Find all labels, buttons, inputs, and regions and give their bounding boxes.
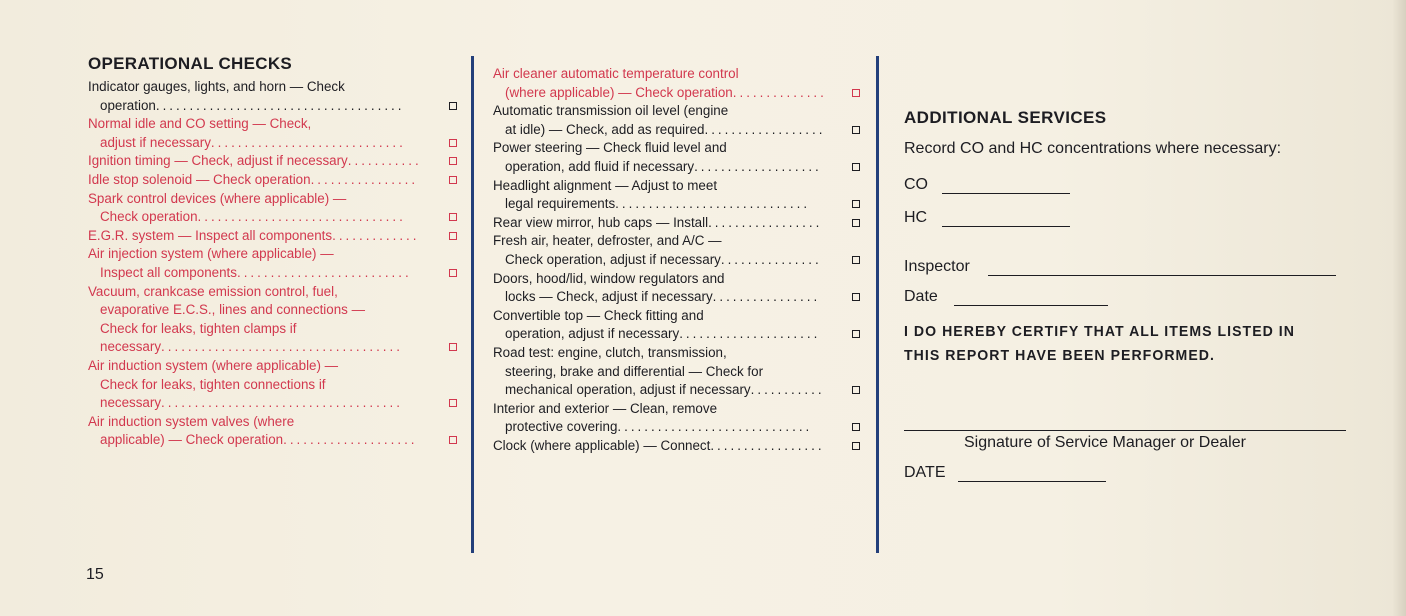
page-fold-shadow — [1392, 0, 1406, 616]
column-divider-right — [876, 56, 879, 553]
checklist-item — [493, 344, 863, 400]
checklist-item — [88, 115, 460, 152]
checklist-item-line — [88, 97, 460, 116]
co-blank-line — [942, 179, 1070, 194]
checklist-item-text: Air injection system (where applicable) — — [88, 246, 334, 262]
checklist-item-text: locks — Check, adjust if necessary — [505, 289, 713, 305]
checklist-item-text: operation — [100, 97, 156, 113]
checklist-item-line — [493, 437, 863, 456]
checkbox-icon[interactable] — [449, 343, 457, 351]
co-field — [904, 176, 1070, 194]
checklist-item-line — [88, 413, 460, 432]
operational-checks-column — [88, 54, 460, 450]
checkbox-icon[interactable] — [852, 89, 860, 97]
checklist-item-text: Check operation — [100, 209, 198, 225]
dot-leader: .............. — [732, 84, 827, 100]
checklist-item-text: Power steering — Check fluid level and — [493, 140, 727, 156]
checklist-item-line — [88, 245, 460, 264]
dot-leader: .................. — [704, 121, 826, 137]
checklist-item-text: Spark control devices (where applicable) — — [88, 190, 347, 206]
checklist-item-text: protective covering — [505, 419, 618, 435]
checklist-item-text: Check for leaks, tighten clamps if — [100, 320, 297, 336]
checklist-item-text: evaporative E.C.S., lines and connections — — [100, 302, 365, 318]
checklist-item-line — [88, 134, 460, 153]
checklist-item — [88, 152, 460, 171]
checkbox-icon[interactable] — [449, 269, 457, 277]
checklist-item-text: steering, brake and differential — Check for — [505, 363, 764, 379]
checklist-item-text: Road test: engine, clutch, transmission, — [493, 344, 727, 360]
checklist-item-text: applicable) — Check operation — [100, 432, 284, 448]
checklist-item-line — [493, 288, 863, 307]
checklist-item — [493, 65, 863, 102]
checklist-item-text: Vacuum, crankcase emission control, fuel, — [88, 283, 338, 299]
checklist-item-text: at idle) — Check, add as required — [505, 121, 705, 137]
checklist-item-line — [88, 376, 460, 395]
checklist-item-line — [493, 307, 863, 326]
checklist-item-line — [88, 394, 460, 413]
checklist-item-text: necessary — [100, 339, 162, 355]
checklist-item — [88, 227, 460, 246]
checklist-item-text: Doors, hood/lid, window regulators and — [493, 270, 725, 286]
checklist-item-text: Interior and exterior — Clean, remove — [493, 400, 718, 416]
page-number: 15 — [86, 566, 104, 583]
checklist-item-text: adjust if necessary — [100, 134, 211, 150]
checklist-item-text: Check for leaks, tighten connections if — [100, 376, 326, 392]
continued-checks-list — [493, 65, 863, 455]
checklist-item-line — [493, 325, 863, 344]
checklist-item — [88, 413, 460, 450]
date-field — [904, 288, 1108, 306]
final-date-field — [904, 464, 1106, 482]
dot-leader: ............................. — [615, 196, 811, 212]
checklist-item-line — [493, 251, 863, 270]
checklist-item — [493, 102, 863, 139]
inspector-label: Inspector — [904, 258, 970, 275]
dot-leader: .................... — [283, 432, 418, 448]
checklist-item — [88, 78, 460, 115]
checklist-item-line — [493, 270, 863, 289]
checklist-item-text: Ignition timing — Check, adjust if necessary — [88, 153, 348, 169]
checklist-item-line — [493, 363, 863, 382]
checklist-item — [88, 190, 460, 227]
checklist-item-line — [493, 214, 863, 233]
operational-checks-list — [88, 78, 460, 450]
checklist-item-line — [88, 338, 460, 357]
checkbox-icon[interactable] — [852, 386, 860, 394]
checklist-item-line — [88, 283, 460, 302]
checklist-item-line — [493, 344, 863, 363]
operational-checks-title: OPERATIONAL CHECKS — [88, 54, 293, 73]
checklist-item-text: Air cleaner automatic temperature control — [493, 66, 739, 81]
checklist-item-line — [88, 227, 460, 246]
checklist-item-text: Fresh air, heater, defroster, and A/C — — [493, 233, 722, 249]
dot-leader: ................... — [694, 158, 822, 174]
checklist-item-line — [493, 418, 863, 437]
continued-checks-column — [493, 65, 863, 455]
checkbox-icon[interactable] — [852, 200, 860, 208]
checklist-item-text: Rear view mirror, hub caps — Install — [493, 214, 709, 230]
dot-leader: ............................. — [617, 419, 813, 435]
checkbox-icon[interactable] — [852, 256, 860, 264]
co-hc-instruction: Record CO and HC concentrations where necessary: — [904, 140, 1282, 157]
dot-leader: ........... — [750, 382, 825, 398]
checkbox-icon[interactable] — [449, 436, 457, 444]
checklist-item-line — [88, 264, 460, 283]
checkbox-icon[interactable] — [852, 442, 860, 450]
checkbox-icon[interactable] — [852, 423, 860, 431]
dot-leader: ........... — [347, 153, 422, 169]
checklist-item-text: mechanical operation, adjust if necessary — [505, 382, 751, 398]
checklist-item-text: (where applicable) — Check operation — [505, 84, 733, 100]
checkbox-icon[interactable] — [852, 293, 860, 301]
checklist-item-text: necessary — [100, 395, 162, 411]
checklist-item-text: operation, adjust if necessary — [505, 326, 680, 342]
checklist-item-text: Idle stop solenoid — Check operation — [88, 171, 311, 187]
checklist-item-text: Automatic transmission oil level (engine — [493, 103, 729, 119]
dot-leader: .................................... — [161, 395, 403, 411]
checkbox-icon[interactable] — [852, 219, 860, 227]
dot-leader: .......................... — [236, 264, 412, 280]
additional-services-section — [904, 108, 1349, 481]
hc-label: HC — [904, 209, 928, 226]
checklist-item-line — [493, 232, 863, 251]
dot-leader: ............... — [720, 251, 822, 267]
final-date-label: DATE — [904, 464, 946, 481]
checklist-item-text: E.G.R. system — Inspect all components — [88, 227, 333, 243]
certification-statement: I DO HEREBY CERTIFY THAT ALL ITEMS LISTED IN THIS REPORT HAVE BEEN PERFORMED. — [904, 323, 1295, 364]
co-label: CO — [904, 176, 928, 193]
column-divider-left — [471, 56, 474, 553]
checkbox-icon[interactable] — [449, 213, 457, 221]
checklist-item — [493, 270, 863, 307]
hc-blank-line — [942, 212, 1070, 227]
dot-leader: ................ — [712, 289, 821, 305]
checklist-item-text: Normal idle and CO setting — Check, — [88, 116, 312, 132]
checklist-item-line — [88, 357, 460, 376]
checklist-item-text: Clock (where applicable) — Connect — [493, 437, 711, 453]
checklist-item — [493, 177, 863, 214]
checkbox-icon[interactable] — [449, 176, 457, 184]
checklist-item — [88, 357, 460, 413]
checklist-item-text: Convertible top — Check fitting and — [493, 307, 704, 323]
checklist-item-line — [88, 208, 460, 227]
checklist-item-text: Inspect all components — [100, 264, 237, 280]
checklist-item-line — [493, 121, 863, 140]
checklist-item — [88, 171, 460, 190]
checklist-item-line — [493, 158, 863, 177]
checklist-item-line — [493, 195, 863, 214]
dot-leader: ................ — [310, 171, 419, 187]
dot-leader: .................................... — [161, 339, 403, 355]
checklist-item — [493, 214, 863, 233]
dot-leader: ..................... — [679, 326, 821, 342]
dot-leader: ................. — [710, 437, 825, 453]
checklist-item — [88, 283, 460, 357]
additional-services-title: ADDITIONAL SERVICES — [904, 108, 1107, 127]
checkbox-icon[interactable] — [852, 126, 860, 134]
signature-line — [904, 430, 1346, 431]
checklist-item — [493, 400, 863, 437]
checklist-item-line — [493, 139, 863, 158]
dot-leader: ............................. — [210, 134, 406, 150]
checklist-item-line — [88, 115, 460, 134]
checklist-item — [493, 139, 863, 176]
checkbox-icon[interactable] — [852, 163, 860, 171]
checklist-item-line — [88, 431, 460, 450]
checklist-item — [493, 232, 863, 269]
checklist-item-line — [88, 152, 460, 171]
dot-leader: ............. — [332, 227, 420, 243]
checklist-item-line — [88, 171, 460, 190]
date-blank-line — [954, 291, 1108, 306]
checklist-item-line — [88, 78, 460, 97]
checkbox-icon[interactable] — [449, 139, 457, 147]
checkbox-icon[interactable] — [449, 399, 457, 407]
checklist-item-line — [493, 84, 863, 103]
checkbox-icon[interactable] — [449, 102, 457, 110]
checklist-item — [88, 245, 460, 282]
checklist-item-line — [88, 190, 460, 209]
checklist-item-line — [493, 102, 863, 121]
checklist-item-text: Air induction system valves (where — [88, 413, 295, 429]
checklist-item-text: operation, add fluid if necessary — [505, 158, 695, 174]
dot-leader: ............................... — [197, 209, 406, 225]
checklist-item-text: Indicator gauges, lights, and horn — Check — [88, 79, 345, 94]
signature-label: Signature of Service Manager or Dealer — [964, 434, 1246, 451]
checkbox-icon[interactable] — [449, 157, 457, 165]
checkbox-icon[interactable] — [852, 330, 860, 338]
final-date-blank-line — [958, 467, 1106, 482]
date-label: Date — [904, 288, 938, 305]
checklist-item-line — [493, 177, 863, 196]
checklist-item-line — [493, 381, 863, 400]
checklist-item-line — [493, 65, 863, 84]
checklist-item-line — [88, 301, 460, 320]
checklist-item — [493, 437, 863, 456]
checklist-item — [493, 307, 863, 344]
checklist-item-text: Check operation, adjust if necessary — [505, 251, 721, 267]
inspector-blank-line — [988, 261, 1336, 276]
checklist-item-text: Headlight alignment — Adjust to meet — [493, 177, 718, 193]
dot-leader: ................. — [708, 214, 823, 230]
checklist-item-line — [88, 320, 460, 339]
checklist-item-line — [493, 400, 863, 419]
checklist-item-text: legal requirements — [505, 196, 616, 212]
hc-field — [904, 209, 1070, 227]
inspector-field — [904, 258, 1336, 276]
dot-leader: ..................................... — [155, 97, 405, 113]
checklist-item-text: Air induction system (where applicable) — — [88, 357, 339, 373]
checkbox-icon[interactable] — [449, 232, 457, 240]
